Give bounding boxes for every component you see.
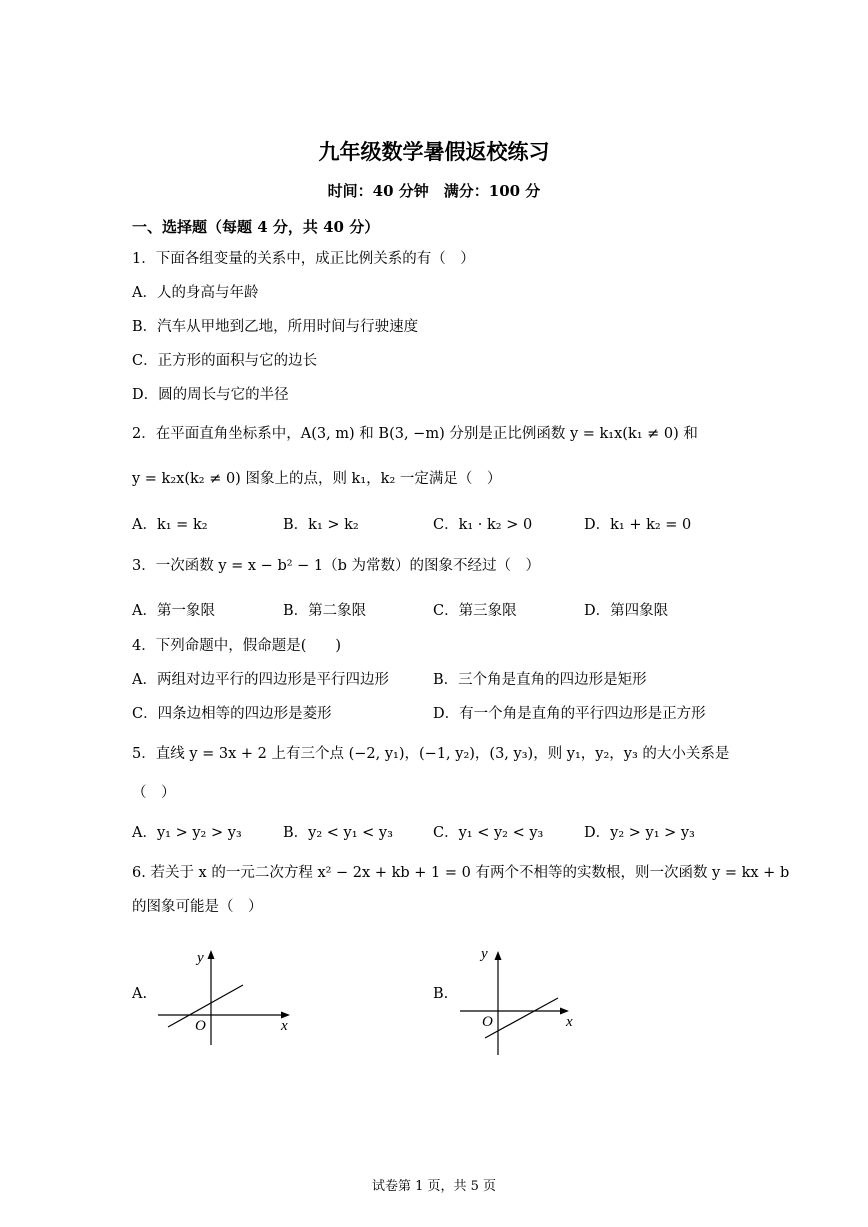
graph-b-origin-label: O bbox=[482, 1014, 493, 1030]
question-4-option-b: B．三个角是直角的四边形是矩形 bbox=[433, 672, 647, 688]
question-5-stem-line1: 5．直线 y = 3x + 2 上有三个点 (−2, y₁)，(−1, y₂)，(3, y₃)，则 y₁，y₂，y₃ 的大小关系是 bbox=[132, 746, 730, 762]
question-2-stem-line1: 2．在平面直角坐标系中，A(3, m) 和 B(3, −m) 分别是正比例函数 y = k₁x(k₁ ≠ 0) 和 bbox=[132, 426, 698, 442]
question-3-option-d: D．第四象限 bbox=[584, 603, 669, 619]
question-1-option-c: C．正方形的面积与它的边长 bbox=[132, 353, 318, 369]
question-4-option-a: A．两组对边平行的四边形是平行四边形 bbox=[132, 672, 389, 688]
graph-a-origin-label: O bbox=[195, 1018, 206, 1034]
exam-info: 时间：40 分钟 满分：100 分 bbox=[327, 182, 541, 200]
graph-b-y-label: y bbox=[481, 946, 488, 962]
question-3-option-a: A．第一象限 bbox=[132, 603, 215, 619]
question-3-stem: 3．一次函数 y = x − b² − 1（b 为常数）的图象不经过（ ） bbox=[132, 558, 541, 574]
question-2-option-c: C．k₁ · k₂ > 0 bbox=[433, 517, 533, 533]
graph-b-x-label: x bbox=[566, 1014, 573, 1030]
question-2-option-a: A．k₁ = k₂ bbox=[132, 517, 208, 533]
graph-b-label: B. bbox=[433, 986, 449, 1002]
graph-b-y-arrow bbox=[495, 951, 502, 960]
question-3-option-c: C．第三象限 bbox=[433, 603, 517, 619]
question-1-option-d: D．圆的周长与它的半径 bbox=[132, 387, 289, 403]
question-5-option-c: C．y₁ < y₂ < y₃ bbox=[433, 825, 544, 841]
graph-a-x-label: x bbox=[281, 1018, 288, 1034]
page-title: 九年级数学暑假返校练习 bbox=[318, 139, 550, 164]
page-footer: 试卷第 1 页，共 5 页 bbox=[371, 1179, 497, 1194]
graph-a-y-label: y bbox=[197, 950, 204, 966]
question-4-stem: 4．下列命题中，假命题是( ) bbox=[132, 638, 342, 654]
question-4-option-c: C．四条边相等的四边形是菱形 bbox=[132, 706, 332, 722]
question-5-stem-line2: （ ） bbox=[132, 785, 176, 801]
question-4-option-d: D．有一个角是直角的平行四边形是正方形 bbox=[433, 706, 706, 722]
graph-b-function-line bbox=[485, 998, 558, 1038]
question-3-option-b: B．第二象限 bbox=[283, 603, 367, 619]
question-5-option-a: A．y₁ > y₂ > y₃ bbox=[132, 825, 242, 841]
question-1-option-b: B．汽车从甲地到乙地，所用时间与行驶速度 bbox=[132, 319, 419, 335]
question-1-stem: 1．下面各组变量的关系中，成正比例关系的有（ ） bbox=[132, 251, 475, 267]
graph-a-y-arrow bbox=[208, 950, 215, 959]
question-1-option-a: A．人的身高与年龄 bbox=[132, 285, 259, 301]
graph-b bbox=[452, 940, 612, 1060]
section-heading: 一、选择题（每题 4 分，共 40 分） bbox=[132, 218, 380, 236]
question-5-option-d: D．y₂ > y₁ > y₃ bbox=[584, 825, 695, 841]
question-6-stem-line2: 的图象可能是（ ） bbox=[132, 899, 263, 915]
question-6-stem-line1: 6. 若关于 x 的一元二次方程 x² − 2x + kb + 1 = 0 有两个不相等的实数根，则一次函数 y = kx + b bbox=[132, 865, 790, 881]
question-2-stem-line2: y = k₂x(k₂ ≠ 0) 图象上的点，则 k₁，k₂ 一定满足（ ） bbox=[132, 471, 502, 487]
question-5-option-b: B．y₂ < y₁ < y₃ bbox=[283, 825, 393, 841]
graph-a-label: A. bbox=[132, 986, 148, 1002]
question-2-option-d: D．k₁ + k₂ = 0 bbox=[584, 517, 692, 533]
question-2-option-b: B．k₁ > k₂ bbox=[283, 517, 359, 533]
graph-a bbox=[150, 945, 310, 1055]
